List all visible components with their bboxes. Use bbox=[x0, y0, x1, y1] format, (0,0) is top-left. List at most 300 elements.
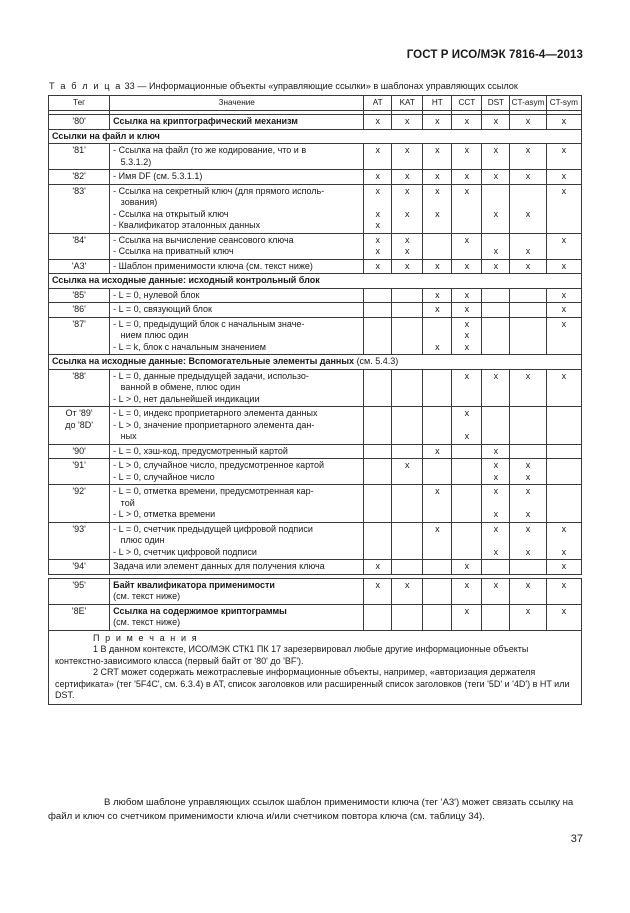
table-row bbox=[49, 115, 582, 130]
mark bbox=[485, 319, 506, 331]
mark: x bbox=[493, 486, 499, 496]
mark-cell-at bbox=[364, 115, 392, 130]
mark-cell-at bbox=[364, 522, 392, 560]
mark-cell-cta bbox=[510, 604, 546, 630]
value-cell bbox=[110, 560, 364, 575]
mark-cell-at bbox=[364, 444, 392, 459]
mark bbox=[485, 408, 506, 420]
mark bbox=[395, 408, 419, 420]
value-cell bbox=[110, 259, 364, 274]
mark bbox=[367, 197, 388, 209]
mark: x bbox=[493, 116, 499, 126]
mark-cell-ht bbox=[423, 288, 452, 303]
value-line: Задача или элемент данных для получения ключа bbox=[113, 561, 325, 571]
mark-cell-ht bbox=[423, 303, 452, 318]
mark: x bbox=[435, 523, 440, 534]
mark: x bbox=[435, 445, 440, 456]
mark-cell-kat bbox=[392, 578, 423, 604]
mark: x bbox=[525, 460, 531, 470]
table-row bbox=[49, 444, 582, 459]
mark-cell-dst bbox=[482, 578, 510, 604]
mark-cell-cts bbox=[546, 233, 581, 259]
mark: x bbox=[375, 234, 380, 245]
mark: x bbox=[493, 246, 499, 256]
mark bbox=[513, 498, 542, 510]
mark bbox=[426, 408, 448, 420]
mark: x bbox=[435, 341, 440, 352]
tag-cell: '92' bbox=[49, 485, 110, 523]
mark: x bbox=[561, 304, 567, 314]
mark-cell-at bbox=[364, 604, 392, 630]
mark: x bbox=[464, 370, 470, 381]
mark-cell-kat bbox=[392, 303, 423, 318]
col-header: Тег bbox=[49, 96, 110, 111]
mark-cell-ht bbox=[423, 184, 452, 233]
mark: x bbox=[435, 185, 440, 196]
mark-cell-ht bbox=[423, 444, 452, 459]
mark: x bbox=[464, 330, 470, 340]
mark bbox=[426, 460, 448, 472]
table-row bbox=[49, 560, 582, 575]
mark-cell-kat bbox=[392, 144, 423, 170]
value-line: - L = 0, отметка времени, предусмотренная кар- bbox=[113, 486, 314, 496]
mark bbox=[455, 460, 478, 472]
mark: x bbox=[525, 260, 531, 271]
table-row bbox=[49, 288, 582, 303]
mark bbox=[485, 290, 506, 302]
mark: x bbox=[525, 605, 531, 616]
mark-cell-at bbox=[364, 303, 392, 318]
tag-cell: '93' bbox=[49, 522, 110, 560]
mark: x bbox=[561, 145, 567, 155]
mark: x bbox=[561, 260, 567, 271]
value-line: - L = 0, счетчик предыдущей цифровой подписи bbox=[113, 523, 313, 534]
mark bbox=[513, 186, 542, 198]
mark-cell-at bbox=[364, 407, 392, 445]
mark-cell-ht bbox=[423, 407, 452, 445]
mark-cell-cct bbox=[452, 303, 482, 318]
mark-cell-kat bbox=[392, 288, 423, 303]
mark-cell-kat bbox=[392, 485, 423, 523]
mark: x bbox=[405, 208, 410, 219]
mark-cell-cts bbox=[546, 407, 581, 445]
mark bbox=[455, 486, 478, 498]
mark: x bbox=[464, 304, 470, 314]
mark-cell-cta bbox=[510, 288, 546, 303]
mark bbox=[395, 524, 419, 536]
section-heading: Ссылка на исходные данные: исходный контрольный блок bbox=[49, 274, 582, 289]
value-line: - Ссылка на секретный ключ (для прямого исполь- bbox=[113, 185, 325, 196]
value-line: - L = k, блок с начальным значением bbox=[113, 341, 266, 352]
value-line: - L = 0, данные предыдущей задачи, использо- bbox=[113, 370, 309, 381]
section-row bbox=[49, 129, 582, 144]
mark: x bbox=[464, 145, 470, 155]
mark: x bbox=[525, 486, 531, 496]
mark: x bbox=[435, 304, 440, 314]
value-line: 5.3.1.2) bbox=[113, 156, 152, 167]
section-heading: Ссылки на файл и ключ bbox=[49, 129, 582, 144]
mark-cell-cta bbox=[510, 459, 546, 485]
value-line: - L > 0, значение проприетарного элемента дан- bbox=[113, 419, 315, 430]
mark bbox=[367, 319, 388, 331]
mark-cell-at bbox=[364, 369, 392, 407]
notes-cell bbox=[49, 630, 582, 704]
section-heading: Ссылка на исходные данные: Вспомогательные элементы данных (см. 5.4.3) bbox=[49, 355, 582, 370]
mark: x bbox=[405, 171, 410, 181]
value-line: Байт квалификатора применимости bbox=[113, 579, 275, 590]
mark: x bbox=[405, 145, 410, 155]
mark: x bbox=[375, 220, 380, 230]
table-row bbox=[49, 604, 582, 630]
mark-cell-kat bbox=[392, 444, 423, 459]
tag-cell: '86' bbox=[49, 303, 110, 318]
value-cell bbox=[110, 170, 364, 185]
mark bbox=[395, 304, 419, 316]
mark bbox=[485, 606, 506, 618]
value-cell bbox=[110, 184, 364, 233]
mark: x bbox=[375, 208, 380, 219]
notes-row bbox=[49, 630, 582, 704]
section-row bbox=[49, 274, 582, 289]
mark bbox=[426, 606, 448, 618]
mark: x bbox=[464, 185, 470, 196]
table-row bbox=[49, 578, 582, 604]
col-header: HT bbox=[423, 96, 452, 111]
mark-cell-cta bbox=[510, 184, 546, 233]
value-cell: Ссылка на криптографический механизм bbox=[110, 115, 364, 130]
value-cell bbox=[110, 288, 364, 303]
mark bbox=[367, 371, 388, 383]
mark-cell-cts bbox=[546, 144, 581, 170]
section-row bbox=[49, 355, 582, 370]
mark bbox=[513, 561, 542, 573]
mark-cell-kat bbox=[392, 369, 423, 407]
mark: x bbox=[464, 234, 470, 245]
mark-cell-cct bbox=[452, 259, 482, 274]
mark-cell-cta bbox=[510, 444, 546, 459]
mark bbox=[550, 446, 578, 458]
mark-cell-ht bbox=[423, 317, 452, 355]
mark-cell-cts bbox=[546, 560, 581, 575]
value-line: - Ссылка на приватный ключ bbox=[113, 246, 234, 256]
mark-cell-at bbox=[364, 317, 392, 355]
mark: x bbox=[525, 546, 531, 557]
mark: x bbox=[561, 171, 567, 181]
col-header: CCT bbox=[452, 96, 482, 111]
value-cell bbox=[110, 303, 364, 318]
tag-cell: '90' bbox=[49, 444, 110, 459]
body-paragraph: В любом шаблоне управляющих ссылок шаблон применимости ключа (тег 'A3') может связать ссылку на файл и ключ со счетчиком применимости ключа и/или счетчиком повтора ключа (см. таблицу 34). bbox=[48, 797, 574, 822]
mark-cell-dst bbox=[482, 259, 510, 274]
table-caption bbox=[49, 81, 594, 91]
mark: x bbox=[405, 579, 410, 590]
value-line: - Имя DF (см. 5.3.1.1) bbox=[113, 171, 203, 181]
table-row bbox=[49, 144, 582, 170]
mark-cell-ht bbox=[423, 485, 452, 523]
caption-label: Т а б л и ц а bbox=[49, 81, 122, 91]
mark: x bbox=[435, 171, 440, 181]
mark: x bbox=[464, 561, 470, 571]
mark bbox=[513, 408, 542, 420]
mark: x bbox=[561, 318, 567, 329]
mark bbox=[513, 235, 542, 247]
value-cell bbox=[110, 233, 364, 259]
mark bbox=[367, 290, 388, 302]
mark-cell-cta bbox=[510, 303, 546, 318]
value-cell bbox=[110, 485, 364, 523]
mark-cell-at bbox=[364, 170, 392, 185]
mark: x bbox=[525, 208, 531, 219]
mark-cell-dst bbox=[482, 407, 510, 445]
mark bbox=[395, 606, 419, 618]
mark-cell-cta bbox=[510, 485, 546, 523]
mark: x bbox=[464, 318, 470, 329]
value-line: Ссылка на содержимое криптограммы bbox=[113, 605, 287, 616]
col-header: CT-asym bbox=[510, 96, 546, 111]
mark-cell-cct bbox=[452, 144, 482, 170]
mark: x bbox=[561, 185, 567, 196]
value-line: (см. текст ниже) bbox=[113, 591, 181, 601]
mark bbox=[426, 330, 448, 342]
mark: x bbox=[525, 471, 531, 482]
mark bbox=[395, 371, 419, 383]
value-line: - Ссылка на открытый ключ bbox=[113, 208, 229, 219]
mark-cell-cct bbox=[452, 578, 482, 604]
mark: x bbox=[405, 234, 410, 245]
value-line: - Шаблон применимости ключа (см. текст ниже) bbox=[113, 260, 313, 271]
value-line: - L = 0, индекс проприетарного элемента данных bbox=[113, 408, 318, 418]
tag-cell: '80' bbox=[49, 115, 110, 130]
mark-cell-kat bbox=[392, 233, 423, 259]
mark bbox=[395, 197, 419, 209]
mark-cell-ht bbox=[423, 144, 452, 170]
mark-cell-kat bbox=[392, 407, 423, 445]
tag-cell: '82' bbox=[49, 170, 110, 185]
mark-cell-kat bbox=[392, 560, 423, 575]
mark-cell-ht bbox=[423, 115, 452, 130]
mark bbox=[455, 446, 478, 458]
mark: x bbox=[493, 208, 499, 219]
mark-cell-cct bbox=[452, 184, 482, 233]
mark-cell-dst bbox=[482, 459, 510, 485]
mark-cell-dst bbox=[482, 317, 510, 355]
mark-cell-dst bbox=[482, 303, 510, 318]
mark-cell-at bbox=[364, 560, 392, 575]
table-row bbox=[49, 259, 582, 274]
mark: x bbox=[464, 579, 470, 590]
mark: x bbox=[405, 246, 410, 256]
mark: x bbox=[375, 185, 380, 196]
mark: x bbox=[493, 145, 499, 155]
mark bbox=[513, 535, 542, 547]
col-header: KAT bbox=[392, 96, 423, 111]
mark bbox=[367, 606, 388, 618]
table-row bbox=[49, 184, 582, 233]
mark: x bbox=[525, 246, 531, 256]
mark-cell-cct bbox=[452, 485, 482, 523]
mark-cell-ht bbox=[423, 459, 452, 485]
mark bbox=[367, 486, 388, 498]
value-line: зования) bbox=[113, 197, 158, 207]
mark bbox=[367, 524, 388, 536]
mark-cell-dst bbox=[482, 560, 510, 575]
mark: x bbox=[525, 370, 531, 381]
value-line: (см. текст ниже) bbox=[113, 617, 181, 627]
tag-cell: '87' bbox=[49, 317, 110, 355]
mark: x bbox=[493, 370, 499, 381]
col-header: AT bbox=[364, 96, 392, 111]
mark-cell-cta bbox=[510, 560, 546, 575]
mark-cell-kat bbox=[392, 115, 423, 130]
mark: x bbox=[375, 171, 380, 181]
mark bbox=[395, 319, 419, 331]
mark bbox=[395, 561, 419, 573]
mark: x bbox=[525, 579, 531, 590]
mark-cell-cts bbox=[546, 288, 581, 303]
value-line: - Ссылка на файл (то же кодирование, что и в bbox=[113, 145, 307, 155]
table-row bbox=[49, 317, 582, 355]
page-number: 37 bbox=[570, 833, 583, 845]
mark: x bbox=[561, 579, 567, 590]
value-line: ванной в обмене, плюс один bbox=[113, 382, 241, 392]
mark-cell-cct bbox=[452, 459, 482, 485]
mark-cell-kat bbox=[392, 604, 423, 630]
value-line: - L = 0, хэш-код, предусмотренный картой bbox=[113, 445, 288, 456]
mark-cell-at bbox=[364, 485, 392, 523]
mark-cell-cta bbox=[510, 144, 546, 170]
mark-cell-cts bbox=[546, 459, 581, 485]
mark-cell-cct bbox=[452, 560, 482, 575]
mark-cell-cct bbox=[452, 444, 482, 459]
mark: x bbox=[375, 145, 380, 155]
mark-cell-cct bbox=[452, 522, 482, 560]
mark-cell-dst bbox=[482, 170, 510, 185]
mark: x bbox=[525, 145, 531, 155]
mark-cell-dst bbox=[482, 522, 510, 560]
value-cell bbox=[110, 407, 364, 445]
value-line: - L > 0, отметка времени bbox=[113, 509, 216, 519]
mark bbox=[367, 408, 388, 420]
mark-cell-dst bbox=[482, 184, 510, 233]
mark: x bbox=[493, 471, 499, 482]
value-cell bbox=[110, 578, 364, 604]
mark bbox=[367, 304, 388, 316]
mark-cell-at bbox=[364, 459, 392, 485]
mark: x bbox=[375, 260, 380, 271]
value-line: - L > 0, нет дальнейшей индикации bbox=[113, 393, 260, 404]
mark-cell-cta bbox=[510, 115, 546, 130]
mark: x bbox=[435, 486, 440, 496]
mark-cell-cta bbox=[510, 407, 546, 445]
mark-cell-kat bbox=[392, 170, 423, 185]
mark: x bbox=[525, 171, 531, 181]
mark: x bbox=[561, 289, 567, 300]
mark-cell-cct bbox=[452, 317, 482, 355]
mark bbox=[395, 446, 419, 458]
mark-cell-cct bbox=[452, 170, 482, 185]
mark-cell-dst bbox=[482, 115, 510, 130]
mark: x bbox=[561, 561, 567, 571]
mark-cell-cta bbox=[510, 233, 546, 259]
mark-cell-dst bbox=[482, 288, 510, 303]
tag-cell: От '89' до '8D' bbox=[49, 407, 110, 445]
table-row bbox=[49, 459, 582, 485]
mark: x bbox=[464, 260, 470, 271]
mark bbox=[367, 460, 388, 472]
value-cell bbox=[110, 317, 364, 355]
mark: x bbox=[375, 579, 380, 590]
mark bbox=[455, 524, 478, 536]
mark-cell-cta bbox=[510, 578, 546, 604]
mark: x bbox=[525, 509, 531, 519]
mark: x bbox=[464, 408, 470, 418]
value-line: - Квалификатор эталонных данных bbox=[113, 220, 261, 230]
mark bbox=[513, 197, 542, 209]
table-row bbox=[49, 522, 582, 560]
mark bbox=[455, 420, 478, 432]
table-row bbox=[49, 485, 582, 523]
tag-cell: 'A3' bbox=[49, 259, 110, 274]
value-line: - L = 0, предыдущий блок с начальным значе- bbox=[113, 318, 305, 329]
mark-cell-cts bbox=[546, 184, 581, 233]
mark: x bbox=[561, 234, 567, 245]
mark bbox=[485, 535, 506, 547]
mark-cell-cts bbox=[546, 444, 581, 459]
mark-cell-dst bbox=[482, 233, 510, 259]
mark: x bbox=[435, 260, 440, 271]
tag-cell: '94' bbox=[49, 560, 110, 575]
mark-cell-at bbox=[364, 184, 392, 233]
mark: x bbox=[493, 579, 499, 590]
mark: x bbox=[464, 341, 470, 352]
mark: x bbox=[561, 605, 567, 616]
notes-title: П р и м е ч а н и я bbox=[93, 632, 199, 643]
mark: x bbox=[525, 116, 531, 126]
control-reference-table bbox=[48, 95, 582, 705]
mark-cell-cta bbox=[510, 369, 546, 407]
mark bbox=[550, 535, 578, 547]
mark-cell-cct bbox=[452, 604, 482, 630]
mark: x bbox=[405, 460, 410, 470]
value-cell bbox=[110, 369, 364, 407]
tag-cell: '84' bbox=[49, 233, 110, 259]
mark-cell-ht bbox=[423, 369, 452, 407]
tag-cell: '83' bbox=[49, 184, 110, 233]
mark: x bbox=[464, 116, 470, 126]
mark: x bbox=[493, 546, 499, 557]
mark: x bbox=[493, 445, 499, 456]
value-line: - L = 0, связующий блок bbox=[113, 304, 212, 314]
mark: x bbox=[464, 431, 470, 441]
mark bbox=[485, 186, 506, 198]
mark bbox=[426, 319, 448, 331]
mark-cell-ht bbox=[423, 560, 452, 575]
value-line: плюс один bbox=[113, 535, 165, 545]
mark-cell-dst bbox=[482, 369, 510, 407]
mark: x bbox=[405, 116, 410, 126]
mark-cell-ht bbox=[423, 522, 452, 560]
mark bbox=[426, 580, 448, 592]
value-line: - L = 0, случайное число bbox=[113, 471, 215, 482]
tag-cell: '91' bbox=[49, 459, 110, 485]
mark-cell-kat bbox=[392, 317, 423, 355]
col-header: DST bbox=[482, 96, 510, 111]
mark: x bbox=[561, 116, 567, 126]
mark-cell-cts bbox=[546, 115, 581, 130]
mark-cell-ht bbox=[423, 233, 452, 259]
table-row bbox=[49, 303, 582, 318]
mark: x bbox=[525, 523, 531, 534]
